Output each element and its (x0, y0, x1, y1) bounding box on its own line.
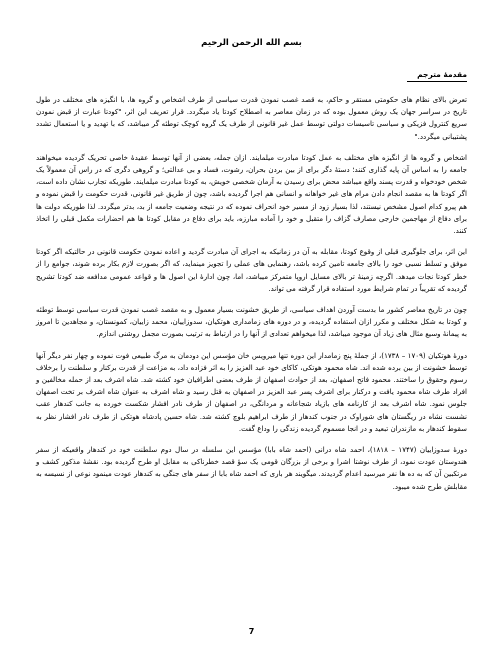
paragraph-4: چون در تاریخ معاصر کشور ما بدست آوردن اهداف سیاسی، از طریق خشونت بسیار معمول و به مقصد غصب نمودن قدرت سیاسی توسط توطئه و کودتا به شکل مختلف و مکرر ازان استفاده گردیده، و در دوره های زمامداری هوتکیان، سدوزاییان، محمد زاییان، کمونستان، و مجاهدین تا امروز به پیمانهٔ وسیع مثال های زیاد آن موجود میباشد، لذا میخواهم تعدادی از آنها را در ارتباط به ترتیب بصورت مجمل روشنی اندازم. (36, 305, 467, 339)
bismillah-heading: بسم الله الرحمن الرحیم (201, 38, 302, 48)
paragraph-6: دورهٔ سدوزاییان (۱۷۴۷ – ۱۸۱۸)، احمد شاه درانی (احمد شاه بابا) مؤسس این سلسله در سال دوم سلطنت خود در کندهار واقعیکه از سفر هندوستان عودت نمود، از طرف نوشتا اشرا و برخی از بزرگان قومی یک سؤ قصد خطرناکی به مقابل او طرح گردیده بود. نقشهٔ مذکور کشف و مرتکبین آن که به ده ها نفر میرسید اعدام گردیدند. میگویند هر باری که احمد شاه بابا از سفر های جنگی به کندهار عودت مینمود نوعی از نسیسه به مقابلش طرح شده میبود. (36, 445, 468, 491)
section-title: مقدمهٔ مترجم (417, 70, 467, 79)
paragraph-3: این اثر، برای جلوگیری قبلی از وقوع کودتا، مقابله به آن در زمانیکه به اجرای آن مبادرت گردید و اعاده نمودن حکومت قانونی در حالتیکه اگر کودتا موفق و تسلط نسبی خود را بالای جامعه تامین کرده باشد، رهنمایی های عملی را تجویز مینماید، که اگر بصورت لازم بکار برده شوند، جوامع را از خطر کودتا نجات میدهد. اگرچه زمینهٔ تر بالای مسایل اروپا متمرکز میباشد، اما، چون ادارهٔ این اصول ها و قواعد عمومی مدافعه ضد کودتا تشریح گردیده که تقریباً در تمام شرایط مورد استفاده قرار گرفته می تواند. (36, 247, 467, 293)
paragraph-5: دورهٔ هوتکیان (۱۷۰۹ – ۱۷۳۸)، از جملهٔ پنج زمامدار این دوره تنها میرویس خان مؤسس این دودمان به مرگ طبیعی فوت نموده و چهار نفر دیگر آنها توسط خشونت از بین برده شده اند. شاه محمود هوتکی، کاکای خود عبد العزیز را به اثر فزاده داد، به مزاعت از قدرت برکنار و سلطنت را برخلاف رسوم وحقوق را ساختند. محمود فاتح اصفهان، بعد از حوادث اصفهان از طرف بعضی اطرافیان خود کشته شد. شاه اشرف بعد از حمله مخالفین و افراد طرف شاه محمود یافت و درکنار برای اشرف پسر عبد العزیز در اصفهان به قتل رسید و شاه اشرف به عنوان شاه اشرف بر تخت اصفهان جلوس نمود. شاه اشرف بعد از کارنامه های بازیاد شجاعانه و مردانگی، در اصفهان از طرف نادر افشار شکست خورده به جانب کندهار عقب نشست نشاه در ریگستان های شوراوک در جنوب کندهار از طرف ابراهیم بلوچ کشته شد. شاه حسین پادشاه هوتکی از طرف نادر افشار نظر به سقوط کندهار به مازندران تبعید و در انجا مسموم گردیده زندگی را وداع گفت. (36, 350, 467, 433)
paragraph-1: تعرض بالای نظام های حکومتی مستقر و حاکم، به قصد غصب نمودن قدرت سیاسی از طرف اشخاص و گروه ها، با انگیزه های مختلف در طول تاریخ در سراسر جهان یک روش معمول بوده که در زمان معاصر به اصطلاح کودتا یاد میگردد. قرار تعریف این اثر، "کودتا عبارت از قبض نمودن سریع کنترول فزیکی و سیاسی تاسیسات دولتی توسط عمل غیر قانونی از طرف یک گروه کوچک توطئه گر میباشد، که با تهدید و یا استعمال تشدد پشتیبانی میگردد." (36, 95, 467, 141)
title-underline (407, 81, 467, 82)
paragraph-2: اشخاص و گروه ها از انگیزه های مختلف به عمل کودتا مبادرت میلمایند. ازان جمله، بعضی از آنها توسط عقیدهٔ خاصی تحریک گردیده میخواهند جامعه را به اساس آن پایه گذاری کنند؛ دستهٔ دگر برای از بین بردن بحران، رشوت، فساد و بی عدالتی؛ و گروهی دگری که در راس آن معمولاً یک شخص خودخواه و قدرت پسند واقع میباشد محض برای رسیدن به آرمان شخصی خویش، به کودتا مبادرت میلمایند. طوریکه تجارب نشان داده است، اگر کودتا ها به مقصد انجام دادن مرام های غیر خواهانه و انسانی هم اجرا گردیده باشد، چون از طریق غیر قانونی، قدرت حکومت را قبض نموده و هم پیرو کدام اصول مشخص نیستند، لذا بسیار زود از مسیر خود انحراف نموده که در نتیجه وضعیت جامعه از بد، بدتر میگردد. لذا طوریکه دولت ها برای دفاع از مهاجمین خارجی مصارف گزاف را متقبل و خود را آماده مبارزه، باید برای دفاع در مقابل کودتا ها هم احضارات مکمل قبلی را اتخاذ کنند. (36, 152, 467, 236)
page-number: 7 (248, 627, 255, 636)
